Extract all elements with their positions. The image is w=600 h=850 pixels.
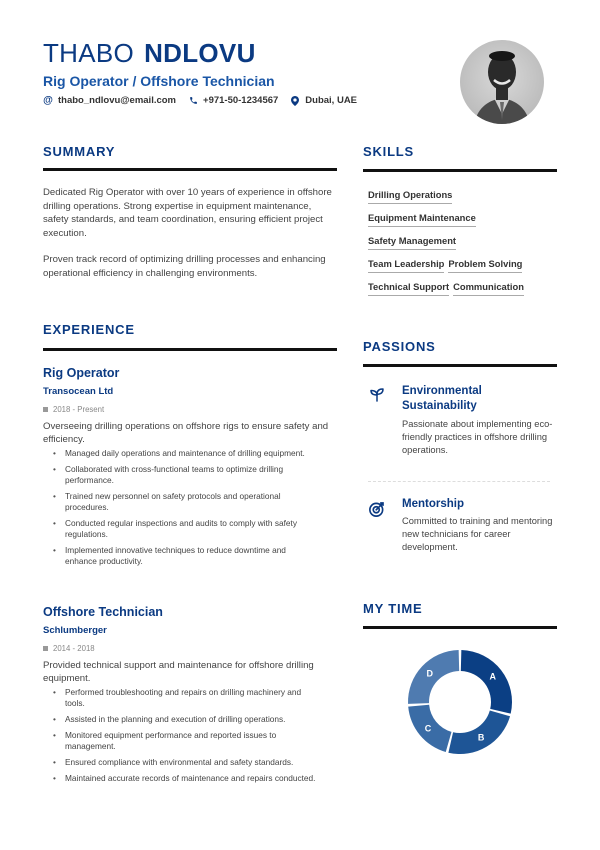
contact-email[interactable] xyxy=(43,95,176,106)
bullet-item: • Monitored equipment performance and reported issues to management. xyxy=(43,730,318,752)
donut-label-c: C xyxy=(424,723,432,734)
passion-description: Passionate about implementing eco-friendly practices in offshore drilling operations. xyxy=(402,419,553,455)
skill-tag: Technical Support xyxy=(368,281,449,296)
email-text: thabo_ndlovu@email.com xyxy=(58,95,177,106)
bullet-item: • Conducted regular inspections and audits to comply with safety regulations. xyxy=(43,518,318,540)
summary-paragraph: Dedicated Rig Operator with over 10 years of experience in offshore drilling operations. Strong expertise in equipment maintenance, safety standards, and team coordination, ensuring efficient project execution. xyxy=(43,187,332,239)
bullet-item: • Assisted in the planning and execution of drilling operations. xyxy=(43,714,318,725)
job-bullets xyxy=(43,448,318,572)
bullet-item: • Collaborated with cross-functional teams to optimize drilling performance. xyxy=(43,464,318,486)
first-name: THABO xyxy=(43,38,135,68)
donut-label-b: B xyxy=(477,732,485,743)
skill-tag: Equipment Maintenance xyxy=(368,212,476,227)
skill-tag: Team Leadership xyxy=(368,258,444,273)
job-bullets xyxy=(43,687,318,789)
skill-tag: Safety Management xyxy=(368,235,456,250)
job-role: Rig Operator / Offshore Technician xyxy=(43,73,275,89)
contact-phone[interactable] xyxy=(188,95,278,106)
last-name: NDLOVU xyxy=(144,38,256,68)
phone-icon xyxy=(188,96,198,105)
donut-label-a: A xyxy=(489,671,497,682)
my-time-heading: MY TIME xyxy=(363,601,423,616)
dates-text: 2014 - 2018 xyxy=(53,644,95,653)
skill-tag: Communication xyxy=(453,281,524,296)
job-title: Rig Operator xyxy=(43,366,120,380)
bullet-item: • Implemented innovative techniques to reduce downtime and enhance productivity. xyxy=(43,545,318,567)
summary-heading: SUMMARY xyxy=(43,144,116,159)
dates-text: 2018 - Present xyxy=(53,405,105,414)
passion-item xyxy=(368,497,553,557)
job-description: Overseeing drilling operations on offshore rigs to ensure safety and efficiency. xyxy=(43,421,329,445)
summary-paragraph: Proven track record of optimizing drilling processes and enhancing operational efficiency in challenging environments. xyxy=(43,254,326,279)
bullet-item: • Performed troubleshooting and repairs on drilling machinery and tools. xyxy=(43,687,318,709)
my-time-donut-chart xyxy=(400,642,520,762)
summary-divider xyxy=(43,168,337,171)
donut-slice-d xyxy=(408,650,459,704)
leaf-sprout-icon xyxy=(368,386,386,404)
my-time-divider xyxy=(363,626,557,629)
job-dates xyxy=(43,405,104,414)
skills-divider xyxy=(363,169,557,172)
candidate-name xyxy=(43,38,256,69)
bullet-item: • Managed daily operations and maintenance of drilling equipment. xyxy=(43,448,318,459)
donut-slice-a xyxy=(461,650,512,714)
contact-info xyxy=(43,95,357,106)
calendar-icon xyxy=(43,646,48,651)
bullet-item: • Trained new personnel on safety protocols and operational procedures. xyxy=(43,491,318,513)
location-pin-icon xyxy=(290,96,300,106)
bullet-item: • Ensured compliance with environmental and safety standards. xyxy=(43,757,318,768)
job-title: Offshore Technician xyxy=(43,605,163,619)
bullet-item: • Maintained accurate records of maintenance and repairs conducted. xyxy=(43,773,318,784)
donut-label-d: D xyxy=(426,668,433,679)
contact-location xyxy=(290,95,357,106)
calendar-icon xyxy=(43,407,48,412)
location-text: Dubai, UAE xyxy=(305,95,358,106)
skills-list xyxy=(368,189,558,296)
skill-tag: Problem Solving xyxy=(448,258,522,273)
skill-tag: Drilling Operations xyxy=(368,189,452,204)
at-icon: @ xyxy=(43,95,53,106)
experience-divider xyxy=(43,348,337,351)
phone-text: +971-50-1234567 xyxy=(203,95,279,106)
summary-text xyxy=(43,186,339,280)
passion-divider xyxy=(368,481,550,482)
passion-title: Environmental Sustainability xyxy=(402,385,482,412)
passion-description: Committed to training and mentoring new technicians for career development. xyxy=(402,516,553,552)
experience-heading: EXPERIENCE xyxy=(43,322,135,337)
passions-divider xyxy=(363,364,557,367)
target-icon xyxy=(368,500,386,518)
skills-heading: SKILLS xyxy=(363,144,415,159)
passion-title: Mentorship xyxy=(402,498,464,510)
passions-heading: PASSIONS xyxy=(363,339,436,354)
job-dates xyxy=(43,644,95,653)
company-name: Schlumberger xyxy=(43,625,107,636)
profile-photo xyxy=(460,40,544,124)
job-description: Provided technical support and maintenance for offshore drilling equipment. xyxy=(43,660,314,684)
passion-item xyxy=(368,384,553,464)
company-name: Transocean Ltd xyxy=(43,386,114,397)
